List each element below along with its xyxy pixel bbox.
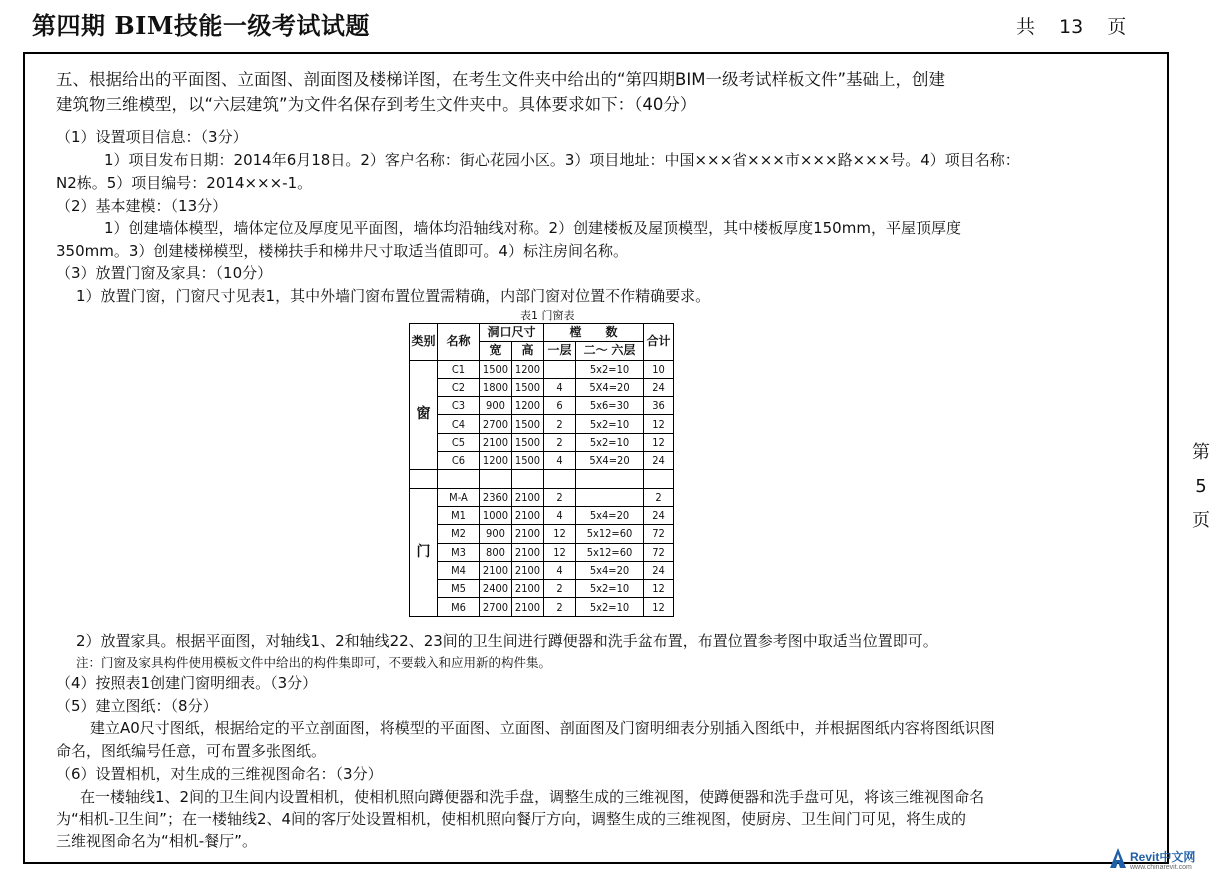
- header-floor-1: 一层: [544, 342, 576, 360]
- cell-floor-2-6: 5x12=60: [576, 525, 644, 543]
- table-row: [410, 397, 674, 415]
- cell-name: C1: [438, 360, 480, 378]
- cell-floor-2-6: 5x12=60: [576, 543, 644, 561]
- table-row: [410, 561, 674, 579]
- side-page-number: [1189, 436, 1213, 538]
- section-1-line-1: 1）项目发布日期：2014年6月18日。2）客户名称：街心花园小区。3）项目地址：中国×××省×××市×××路×××号。4）项目名称：: [104, 151, 1020, 169]
- cell-height: 2100: [512, 598, 544, 616]
- cell-floor-1: 12: [544, 543, 576, 561]
- cell-name: M-A: [438, 488, 480, 506]
- cell-name: M6: [438, 598, 480, 616]
- section-6-line-1: 在一楼轴线1、2间的卫生间内设置相机，使相机照向蹲便器和洗手盘，调整生成的三维视图，使蹲便器和洗手盘可见，将该三维视图命名: [80, 788, 985, 806]
- table-row: [410, 452, 674, 470]
- cell-total: 36: [644, 397, 674, 415]
- revit-r-icon: [1108, 846, 1128, 870]
- header-opening: 洞口尺寸: [480, 324, 544, 342]
- cell-height: 2100: [512, 561, 544, 579]
- cell-width: 2700: [480, 598, 512, 616]
- section-5-line-1: 建立A0尺寸图纸，根据给定的平立剖面图，将模型的平面图、立面图、剖面图及门窗明细表分别插入图纸中，并根据图纸内容将图纸识图: [90, 719, 995, 737]
- header-total: 合计: [644, 324, 674, 361]
- section-5-line-2: 命名，图纸编号任意，可布置多张图纸。: [56, 742, 327, 760]
- header-title: 第四期 BIM技能一级考试试题: [32, 11, 370, 40]
- cell-height: 2100: [512, 488, 544, 506]
- cell-name: C3: [438, 397, 480, 415]
- section-2-line-2: 350mm。3）创建楼梯模型，楼梯扶手和梯井尺寸取适当值即可。4）标注房间名称。: [56, 242, 628, 260]
- cell-width: 2700: [480, 415, 512, 433]
- cell-total: 24: [644, 561, 674, 579]
- cell-height: 2100: [512, 543, 544, 561]
- cell-width: 1500: [480, 360, 512, 378]
- cell-floor-2-6: 5x2=10: [576, 415, 644, 433]
- cell-name: C5: [438, 433, 480, 451]
- cell-name: C2: [438, 378, 480, 396]
- section-4-title: （4）按照表1创建门窗明细表。（3分）: [56, 674, 318, 692]
- cell-name: C4: [438, 415, 480, 433]
- cell-height: 2100: [512, 506, 544, 524]
- cell-total: 24: [644, 452, 674, 470]
- section-3-title: （3）放置门窗及家具：（10分）: [56, 264, 273, 282]
- cell-width: 1200: [480, 452, 512, 470]
- cell-floor-1: 4: [544, 452, 576, 470]
- cell-floor-2-6: 5x2=10: [576, 433, 644, 451]
- cell-floor-1: [544, 360, 576, 378]
- cell-floor-1: 6: [544, 397, 576, 415]
- section-1-title: （1）设置项目信息：（3分）: [56, 128, 248, 146]
- cell-height: 1200: [512, 397, 544, 415]
- cell-floor-1: 2: [544, 433, 576, 451]
- side-page-char-1: 第: [1192, 442, 1210, 463]
- table-caption: 表1 门窗表: [520, 309, 575, 322]
- table-row: [410, 598, 674, 616]
- table-row: [410, 415, 674, 433]
- cell-floor-1: 2: [544, 598, 576, 616]
- cell-floor-1: 4: [544, 506, 576, 524]
- section-1-line-2: N2栋。5）项目编号：2014×××-1。: [56, 174, 313, 192]
- table-row: [410, 580, 674, 598]
- cell-floor-2-6: 5x2=10: [576, 598, 644, 616]
- side-page-char-2: 5: [1195, 476, 1207, 497]
- header-name: 名称: [438, 324, 480, 361]
- cell-name: M3: [438, 543, 480, 561]
- cell-height: 2100: [512, 525, 544, 543]
- window-category-cell: 窗: [410, 360, 438, 470]
- cell-total: 10: [644, 360, 674, 378]
- section-2-title: （2）基本建模：（13分）: [56, 197, 228, 215]
- question-intro-line-2: 建筑物三维模型，以“六层建筑”为文件名保存到考生文件夹中。具体要求如下：（40分）: [56, 95, 697, 114]
- header-width: 宽: [480, 342, 512, 360]
- cell-total: 72: [644, 525, 674, 543]
- cell-total: 2: [644, 488, 674, 506]
- cell-name: M2: [438, 525, 480, 543]
- table-row: [410, 378, 674, 396]
- cell-total: 24: [644, 378, 674, 396]
- table-row: [410, 433, 674, 451]
- header-height: 高: [512, 342, 544, 360]
- cell-floor-1: 2: [544, 415, 576, 433]
- table-row: [410, 488, 674, 506]
- cell-height: 1500: [512, 415, 544, 433]
- cell-total: 72: [644, 543, 674, 561]
- cell-name: M5: [438, 580, 480, 598]
- section-6-line-3: 三维视图命名为“相机-餐厅”。: [56, 832, 257, 850]
- table-row: [410, 506, 674, 524]
- side-page-char-3: 页: [1192, 510, 1210, 531]
- header-count: 樘 数: [544, 324, 644, 342]
- cell-floor-1: 2: [544, 580, 576, 598]
- cell-total: 12: [644, 415, 674, 433]
- cell-name: C6: [438, 452, 480, 470]
- cell-floor-2-6: [576, 488, 644, 506]
- cell-width: 1800: [480, 378, 512, 396]
- section-2-line-1: 1）创建墙体模型，墙体定位及厚度见平面图，墙体均沿轴线对称。2）创建楼板及屋顶模型，其中楼板厚度150mm，平屋顶厚度: [104, 219, 961, 237]
- section-5-title: （5）建立图纸：（8分）: [56, 697, 218, 715]
- cell-total: 24: [644, 506, 674, 524]
- cell-floor-2-6: 5X4=20: [576, 452, 644, 470]
- cell-width: 2100: [480, 561, 512, 579]
- section-6-line-2: 为“相机-卫生间”；在一楼轴线2、4间的客厅处设置相机，使相机照向餐厅方向，调整生成的三维视图，使厨房、卫生间门可见，将生成的: [56, 810, 967, 828]
- table-spacer-row: [410, 470, 674, 488]
- logo-text: Revit中文网: [1130, 850, 1196, 864]
- cell-height: 1500: [512, 452, 544, 470]
- cell-floor-1: 4: [544, 378, 576, 396]
- cell-width: 2100: [480, 433, 512, 451]
- cell-floor-1: 2: [544, 488, 576, 506]
- cell-floor-2-6: 5x2=10: [576, 580, 644, 598]
- revit-logo: [1108, 846, 1212, 876]
- question-intro-line-1: 五、根据给出的平面图、立面图、剖面图及楼梯详图，在考生文件夹中给出的“第四期BIM一级考试样板文件”基础上，创建: [56, 70, 946, 89]
- cell-height: 2100: [512, 580, 544, 598]
- cell-name: M4: [438, 561, 480, 579]
- cell-height: 1200: [512, 360, 544, 378]
- cell-floor-2-6: 5X4=20: [576, 378, 644, 396]
- cell-floor-2-6: 5x2=10: [576, 360, 644, 378]
- cell-name: M1: [438, 506, 480, 524]
- cell-total: 12: [644, 433, 674, 451]
- door-window-table: [409, 323, 674, 617]
- cell-width: 2400: [480, 580, 512, 598]
- section-3-line-2: 2）放置家具。根据平面图，对轴线1、2和轴线22、23间的卫生间进行蹲便器和洗手盆布置，布置位置参考图中取适当位置即可。: [76, 632, 938, 650]
- section-3-note: 注：门窗及家具构件使用模板文件中给出的构件集即可，不要载入和应用新的构件集。: [76, 655, 552, 670]
- section-3-line-1: 1）放置门窗，门窗尺寸见表1，其中外墙门窗布置位置需精确，内部门窗对位置不作精确要求。: [76, 287, 711, 305]
- cell-width: 900: [480, 525, 512, 543]
- logo-url-text: www.chinarevit.com: [1130, 864, 1192, 871]
- cell-width: 2360: [480, 488, 512, 506]
- cell-height: 1500: [512, 378, 544, 396]
- cell-total: 12: [644, 580, 674, 598]
- table-row: [410, 525, 674, 543]
- cell-floor-2-6: 5x4=20: [576, 506, 644, 524]
- total-pages: 共 13 页: [1016, 16, 1127, 38]
- cell-width: 900: [480, 397, 512, 415]
- cell-floor-1: 12: [544, 525, 576, 543]
- door-category-cell: 门: [410, 488, 438, 616]
- cell-width: 1000: [480, 506, 512, 524]
- section-6-title: （6）设置相机，对生成的三维视图命名：（3分）: [56, 765, 383, 783]
- cell-total: 12: [644, 598, 674, 616]
- cell-floor-2-6: 5x6=30: [576, 397, 644, 415]
- cell-height: 1500: [512, 433, 544, 451]
- cell-floor-2-6: 5x4=20: [576, 561, 644, 579]
- table-row: [410, 543, 674, 561]
- cell-floor-1: 4: [544, 561, 576, 579]
- table-row: [410, 360, 674, 378]
- cell-width: 800: [480, 543, 512, 561]
- header-category: 类别: [410, 324, 438, 361]
- header-floor-2-6: 二～ 六层: [576, 342, 644, 360]
